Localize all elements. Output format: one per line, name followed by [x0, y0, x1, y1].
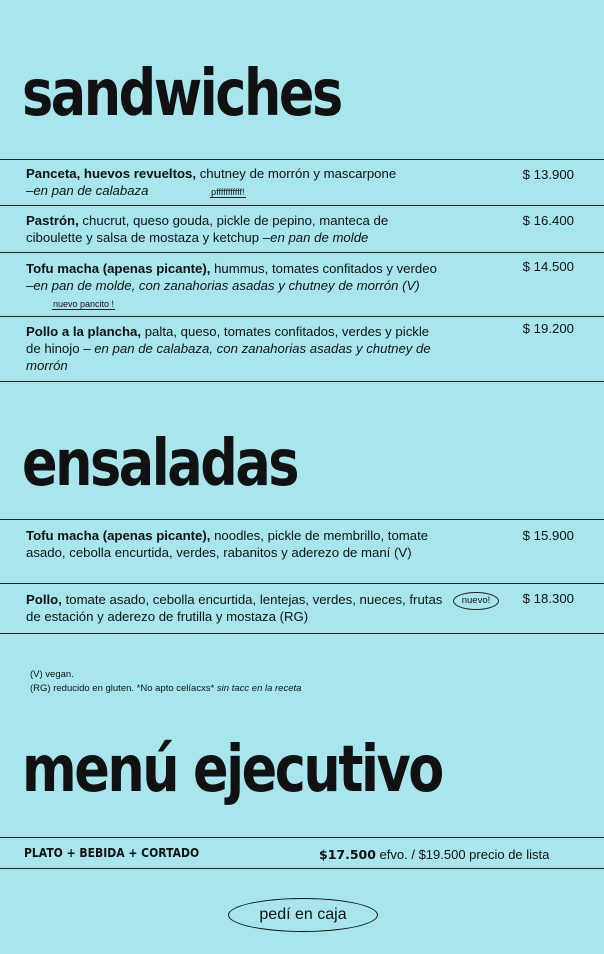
menu-item	[26, 591, 446, 625]
divider	[0, 583, 604, 584]
divider	[0, 633, 604, 634]
menu-item	[26, 212, 446, 246]
item-name: Panceta, huevos revueltos,	[26, 166, 197, 181]
item-price: $ 19.200	[522, 321, 574, 336]
section-title-ejecutivo: menú ejecutivo	[22, 733, 442, 807]
item-name: Tofu macha (apenas picante),	[26, 528, 211, 543]
menu-item	[26, 165, 446, 199]
menu-item	[26, 323, 446, 374]
legend	[30, 668, 301, 696]
item-price: $ 13.900	[522, 167, 574, 182]
item-bread: – en pan de calabaza, con zanahorias asadas y chutney de morrón	[26, 341, 431, 373]
legend-vegan: (V) vegan.	[30, 669, 74, 680]
menu-item	[26, 527, 446, 561]
order-at-counter-badge: pedí en caja	[228, 898, 378, 932]
item-note: nuevo!	[453, 592, 499, 610]
item-desc: noodles, pickle de membrillo, tomate asado, cebolla encurtida, verdes, rabanitos y aderezo de maní (V)	[26, 528, 429, 560]
item-name: Pollo a la plancha,	[26, 324, 142, 339]
item-name: Tofu macha (apenas picante),	[26, 261, 211, 276]
combo-label: PLATO + BEBIDA + CORTADO	[24, 846, 200, 860]
combo-price	[319, 847, 549, 862]
item-name: Pastrón,	[26, 213, 79, 228]
item-desc: chucrut, queso gouda, pickle de pepino, manteca de ciboulette y salsa de mostaza y ketchup	[26, 213, 389, 245]
item-bread: –en pan de calabaza	[26, 183, 149, 198]
item-desc: palta, queso, tomates confitados, verdes y pickle de hinojo	[26, 324, 430, 356]
item-note: nuevo pancito !	[53, 299, 115, 309]
item-desc: chutney de morrón y mascarpone	[196, 166, 397, 181]
section-title-ensaladas: ensaladas	[22, 427, 298, 501]
item-desc: tomate asado, cebolla encurtida, lentejas, verdes, nueces, frutas de estación y aderezo de frutilla y mostaza (RG)	[26, 592, 443, 624]
divider	[0, 159, 604, 160]
divider	[0, 837, 604, 838]
item-desc: hummus, tomates confitados y verdeo	[210, 261, 437, 276]
item-note: pfffffffffff!	[211, 187, 245, 197]
divider	[0, 868, 604, 869]
item-price: $ 15.900	[522, 528, 574, 543]
legend-gluten	[30, 682, 301, 696]
item-bread: –en pan de molde	[262, 230, 369, 245]
divider	[0, 205, 604, 206]
legend-gluten-text: (RG) reducido en gluten. *No apto celíacxs*	[30, 683, 215, 694]
item-price: $ 14.500	[522, 259, 574, 274]
menu-item	[26, 260, 446, 311]
combo-price-main: $17.500	[319, 847, 376, 862]
item-bread: –en pan de molde, con zanahorias asadas y chutney de morrón (V)	[26, 278, 420, 293]
item-name: Pollo,	[26, 592, 62, 607]
combo-price-rest: efvo. / $19.500 precio de lista	[375, 847, 550, 862]
divider	[0, 519, 604, 520]
divider	[0, 252, 604, 253]
section-title-sandwiches: sandwiches	[22, 57, 341, 131]
item-price: $ 18.300	[522, 591, 574, 606]
item-price: $ 16.400	[522, 213, 574, 228]
divider	[0, 316, 604, 317]
divider	[0, 381, 604, 382]
legend-gluten-note: sin tacc en la receta	[214, 683, 302, 694]
